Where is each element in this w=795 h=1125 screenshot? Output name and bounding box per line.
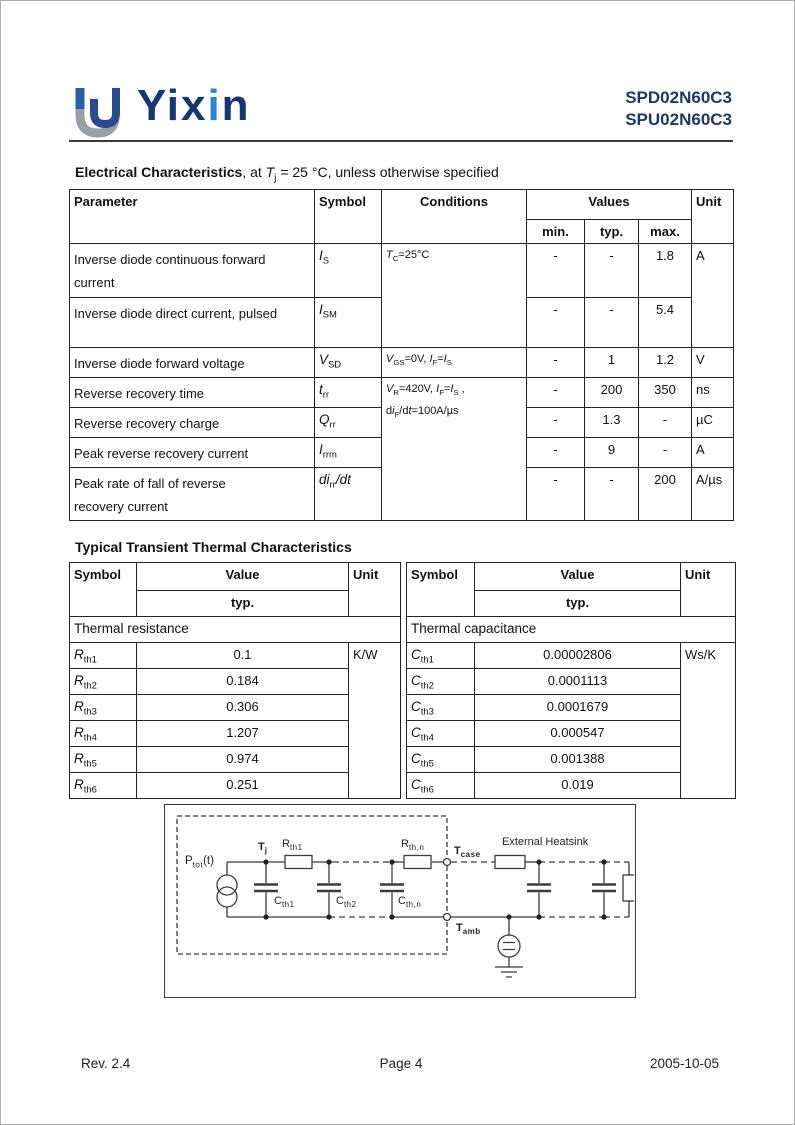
- label-tj: $T_j$: [258, 841, 268, 856]
- col-header-max: max.: [639, 220, 692, 244]
- cell-value: 0.000547: [475, 721, 681, 747]
- thermal-tables: [69, 562, 736, 799]
- cell-typ: -: [585, 468, 639, 521]
- cell-unit: A/µs: [692, 468, 734, 521]
- cell-symbol: $C_{th2}$: [407, 669, 475, 695]
- cell-symbol: $Q_{rr}$: [315, 408, 382, 438]
- cell-symbol: $R_{th1}$: [70, 643, 137, 669]
- brand-name: Yixin: [137, 81, 251, 130]
- col-header-unit: Unit: [692, 190, 734, 244]
- cell-typ: -: [585, 244, 639, 298]
- page-number: Page 4: [379, 1056, 423, 1071]
- cell-symbol: $di_{rr}/dt$: [315, 468, 382, 521]
- cell-symbol: $C_{th3}$: [407, 695, 475, 721]
- cell-min: -: [527, 408, 585, 438]
- cell-value: 0.251: [137, 773, 349, 799]
- cell-typ: 9: [585, 438, 639, 468]
- cell-min: -: [527, 438, 585, 468]
- cell-unit: A: [692, 244, 734, 348]
- cell-symbol: $R_{th6}$: [70, 773, 137, 799]
- cell-value: 0.0001679: [475, 695, 681, 721]
- cell-symbol: $I_S$: [315, 244, 382, 298]
- cell-unit: V: [692, 348, 734, 378]
- cell-value: 0.306: [137, 695, 349, 721]
- label-cth2: $C_{th2}$: [336, 895, 357, 910]
- cell-parameter: Inverse diode direct current, pulsed: [70, 298, 315, 348]
- col-header-symbol: Symbol: [315, 190, 382, 244]
- col-header-unit: Unit: [349, 563, 401, 617]
- group-label: Thermal capacitance: [407, 617, 736, 643]
- cell-min: -: [527, 298, 585, 348]
- group-row: [70, 617, 401, 643]
- part-number-2: SPU02N60C3: [625, 110, 732, 129]
- cell-max: 1.2: [639, 348, 692, 378]
- logo: [67, 83, 251, 141]
- cell-unit: µC: [692, 408, 734, 438]
- table-row: [407, 643, 736, 669]
- cell-symbol: $V_{SD}$: [315, 348, 382, 378]
- temperature-source-icon: [498, 935, 520, 957]
- cell-symbol: $C_{th6}$: [407, 773, 475, 799]
- table-row: [70, 348, 734, 378]
- cell-value: 0.0001113: [475, 669, 681, 695]
- group-label: Thermal resistance: [70, 617, 401, 643]
- cell-unit: Ws/K: [681, 643, 736, 799]
- col-header-symbol: Symbol: [70, 563, 137, 617]
- col-header-values: Values: [527, 190, 692, 220]
- cell-symbol: $C_{th5}$: [407, 747, 475, 773]
- label-cth1: $C_{th1}$: [274, 895, 295, 910]
- part-numbers: [625, 87, 732, 131]
- cell-typ: -: [585, 298, 639, 348]
- col-header-conditions: Conditions: [382, 190, 527, 244]
- cell-symbol: $R_{th3}$: [70, 695, 137, 721]
- cell-min: -: [527, 468, 585, 521]
- cell-parameter: Peak reverse recovery current: [70, 438, 315, 468]
- thermal-equivalent-circuit-diagram: [164, 804, 636, 998]
- table-header-row: [70, 563, 401, 591]
- electrical-characteristics-title: Electrical Characteristics, at $T_j = 25$ °C, unless otherwise specified: [75, 164, 499, 184]
- ground-icon: [495, 967, 523, 977]
- cell-value: 0.00002806: [475, 643, 681, 669]
- cell-parameter: Inverse diode continuous forward current: [70, 244, 315, 298]
- cell-parameter: Reverse recovery charge: [70, 408, 315, 438]
- col-header-typ: typ.: [475, 591, 681, 617]
- col-header-value: Value: [475, 563, 681, 591]
- label-tamb: $T_{amb}$: [456, 922, 481, 937]
- cell-symbol: $t_{rr}$: [315, 378, 382, 408]
- cell-parameter: Peak rate of fall of reverse recovery current: [70, 468, 315, 521]
- table-row: [70, 378, 734, 408]
- cell-symbol: $R_{th4}$: [70, 721, 137, 747]
- col-header-symbol: Symbol: [407, 563, 475, 617]
- capacitor-heatsink-1: [527, 885, 551, 892]
- electrical-characteristics-table: [69, 189, 734, 521]
- label-external-heatsink: External Heatsink: [502, 836, 589, 848]
- label-rth1: $R_{th1}$: [282, 838, 303, 853]
- cell-conditions: $T_C=25^\circ C$: [382, 244, 527, 348]
- capacitor-cth2: [317, 885, 341, 892]
- cell-symbol: $I_{SM}$: [315, 298, 382, 348]
- cell-conditions: $V_R=420V$, $I_F=I_S$ , $di_F/dt=100A/\mu s$: [382, 378, 527, 521]
- cell-value: 0.001388: [475, 747, 681, 773]
- cell-value: 0.184: [137, 669, 349, 695]
- cell-symbol: $R_{th5}$: [70, 747, 137, 773]
- col-header-min: min.: [527, 220, 585, 244]
- header-divider: [69, 140, 733, 142]
- cell-value: 0.974: [137, 747, 349, 773]
- label-tcase: $T_{case}$: [454, 845, 481, 860]
- cell-parameter: Inverse diode forward voltage: [70, 348, 315, 378]
- cell-value: 0.1: [137, 643, 349, 669]
- cell-max: -: [639, 438, 692, 468]
- resistor-rth1: [285, 856, 312, 869]
- cell-min: -: [527, 378, 585, 408]
- cell-symbol: $C_{th1}$: [407, 643, 475, 669]
- cell-symbol: $I_{rrm}$: [315, 438, 382, 468]
- cell-max: 1.8: [639, 244, 692, 298]
- resistor-heatsink: [495, 856, 525, 869]
- cell-max: -: [639, 408, 692, 438]
- capacitor-heatsink-2: [592, 885, 616, 892]
- table-header-row: [70, 190, 734, 220]
- table-row: [70, 643, 401, 669]
- cell-max: 200: [639, 468, 692, 521]
- cell-unit: A: [692, 438, 734, 468]
- thermal-characteristics-title: Typical Transient Thermal Characteristics: [75, 539, 352, 555]
- cell-symbol: $R_{th2}$: [70, 669, 137, 695]
- capacitor-cthn: [380, 885, 404, 892]
- resistor-heatsink-vertical: [623, 875, 634, 901]
- cell-symbol: $C_{th4}$: [407, 721, 475, 747]
- logo-u-icon: [67, 83, 131, 141]
- cell-unit: ns: [692, 378, 734, 408]
- thermal-capacitance-table: [406, 562, 736, 799]
- tcase-terminal: [444, 859, 451, 866]
- cell-min: -: [527, 348, 585, 378]
- cell-value: 1.207: [137, 721, 349, 747]
- date-label: 2005-10-05: [649, 1056, 719, 1071]
- cell-max: 5.4: [639, 298, 692, 348]
- cell-conditions: $V_{GS}=0V$, $I_F=I_S$: [382, 348, 527, 378]
- part-number-1: SPD02N60C3: [625, 88, 732, 107]
- tamb-terminal: [444, 914, 451, 921]
- capacitor-cth1: [254, 885, 278, 892]
- col-header-unit: Unit: [681, 563, 736, 617]
- label-cthn: $C_{th,n}$: [398, 895, 422, 910]
- table-row: [70, 244, 734, 298]
- col-header-parameter: Parameter: [70, 190, 315, 244]
- cell-typ: 1.3: [585, 408, 639, 438]
- group-row: [407, 617, 736, 643]
- col-header-typ: typ.: [137, 591, 349, 617]
- cell-typ: 200: [585, 378, 639, 408]
- cell-value: 0.019: [475, 773, 681, 799]
- col-header-value: Value: [137, 563, 349, 591]
- cell-parameter: Reverse recovery time: [70, 378, 315, 408]
- label-ptot: $P_{tot}(t)$: [185, 855, 214, 870]
- table-header-row: [407, 563, 736, 591]
- revision-label: Rev. 2.4: [81, 1056, 131, 1071]
- cell-min: -: [527, 244, 585, 298]
- cell-unit: K/W: [349, 643, 401, 799]
- cell-typ: 1: [585, 348, 639, 378]
- current-source-icon: [217, 875, 237, 895]
- col-header-typ: typ.: [585, 220, 639, 244]
- thermal-resistance-table: [69, 562, 401, 799]
- label-rthn: $R_{th,n}$: [401, 838, 425, 853]
- resistor-rthn: [404, 856, 431, 869]
- cell-max: 350: [639, 378, 692, 408]
